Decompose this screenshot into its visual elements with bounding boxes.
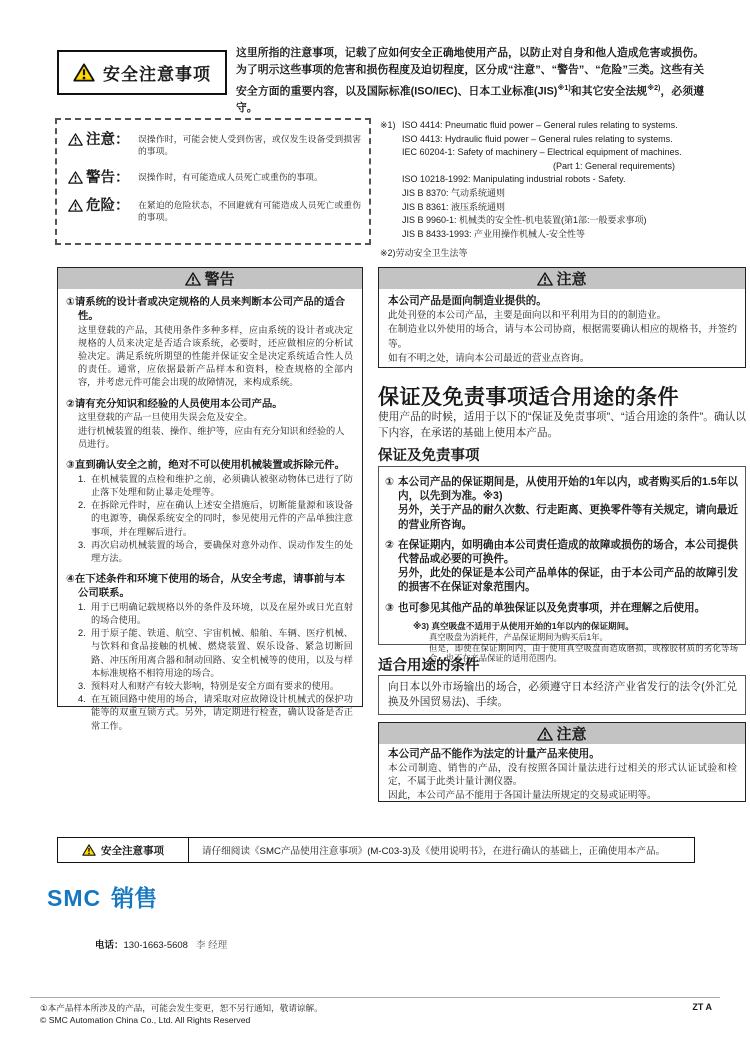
warning-substep: 2. 在拆除元件时，应在确认上述安全措施后，切断能量源和该设备的电源等，确保系统安全的同时，参见使用元件的产品单独注意事项，并在理解后进行。 [78,500,353,537]
footer-doc-code: ZT A [692,1002,712,1012]
standard-line: JIS B 8361: 液压系统通则 [402,201,506,212]
caution-panel-manufacturing [378,267,746,368]
definition-danger-text: 在紧迫的危险状态，不回避就有可能造成人员死亡或重伤的事项。 [138,199,361,223]
definition-warning-text: 误操作时，有可能造成人员死亡或重伤的事项。 [138,171,323,182]
warning-triangle-icon [68,199,83,212]
guarantee-subheading: 保证及免责事项 [378,448,480,464]
definition-caution-text: 误操作时，可能会使人受到伤害，或仅发生设备受到损害的事项。 [138,134,361,157]
standard-line: ISO 4414: Pneumatic fluid power – General rules relating to systems. [402,120,678,130]
caution-panel-header [379,723,745,744]
definition-caution-label: 注意： [68,133,138,158]
standards-list [380,119,746,261]
guarantee-box [378,466,746,664]
conditions-subheading: 适合用途的条件 [378,658,480,674]
guarantee-footnote: ※3) 真空吸盘不适用于从使用开始的1年以内的保证期间。 真空吸盘为消耗件，产品保证期间为购买后1年。 但是，即使在保证期间内，由于使用真空吸盘而造成磨损，或橡胶材质的劣化等场合，也不在产品保证的适用范围内。 [413,620,738,664]
warning-item-3: ③直到确认安全之前，绝对不可以使用机械装置或拆除元件。 1. 在机械装置的点检和维护之前，必须确认被驱动物体已进行了防止落下处理和防止暴走处理等。 2. 在拆除元件时，应在确认上述安全措施后，切断能量源和该设备的电源等，确保系统安全的同时，参见使用元件的产品单独注意事项，并在理解后进行。 3. 再次启动机械装置的场合，要确保对意外动作、误动作发生的处理方法。 [66,459,353,565]
severity-definitions-box [55,118,371,245]
conditions-box: 向日本以外市场输出的场合，必须遵守日本经济产业省发行的法令(外汇兑换及外国贸易法)、手续。 [378,675,746,715]
footer-divider [30,997,720,998]
intro-paragraph [236,45,704,118]
warning-item-1: ①请系统的设计者或决定规格的人员来判断本公司产品的适合性。 这里登载的产品，其使用条件多种多样，应由系统的设计者或决定规格的人员来决定是否适合该系统，必要时，还应做相应的分析试验决定。满足系统所期望的性能并保证安全是决定系统适合性人员的责任。通常，应依据最新产品样本和资料，检查规格的全部内容，并考虑元件可能会出现的故障情况，来构成系统。 [66,297,353,388]
caution-panel-body: 本公司产品不能作为法定的计量产品来使用。 本公司制造、销售的产品，没有按照各国计量法进行过相关的形式认证试验和检定，不属于此类计量计测仪器。 因此，本公司产品不能用于各国计量法所规定的交易或证明等。 [388,748,737,801]
sales-heading [47,880,157,913]
contact-info [95,937,227,951]
standards-note1 [380,119,746,241]
warning-substep: 1. 用于已明确记载规格以外的条件及环境，以及在屋外或日光直射的场合使用。 [78,601,353,626]
warning-substep: 2. 用于原子能、铁道、航空、宇宙机械、船舶、车辆、医疗机械、与饮料和食品接触的机械、燃烧装置、娱乐设备、紧急切断回路、冲压所用离合器和制动回路、安全机械等的使用，以及与样本标准规格不相符用途的场合。 [78,628,353,678]
warning-triangle-icon [68,171,83,184]
definition-warning [68,171,361,186]
badge-title: 安全注意事项 [103,65,211,84]
warning-substep: 3. 预料对人和财产有较大影响，特别是安全方面有要求的使用。 [78,681,340,692]
footer-disclaimer: ①本产品样本所涉及的产品，可能会发生变更，恕不另行通知，敬请谅解。 [40,1003,323,1013]
definition-warning-label: 警告： [68,171,138,186]
warning-triangle-icon [537,727,553,741]
standard-line: (Part 1: General requirements) [553,160,676,171]
guarantee-item-1: ① 本公司产品的保证期间是，从使用开始的1年以内，或者购买后的1.5年以内，以先到为准。※3) 另外，关于产品的耐久次数、行走距离、更换零件等有关规定，请向最近的营业所咨询。 [385,476,738,531]
definition-danger-label: 危险： [68,199,138,224]
intro-text-2: 和其它安全法规 [570,85,648,98]
warning-panel-header [58,268,362,289]
standards-note2: ※2)劳动安全卫生法等 [380,248,468,259]
warning-substep: 3. 再次启动机械装置的场合，要确保对意外动作、误动作发生的处理方法。 [78,539,353,564]
warning-panel-title: 警告 [204,271,235,288]
safety-precautions-badge [57,50,227,95]
sales-label: 销售 [111,885,158,911]
guarantee-intro: 使用产品的时候，适用于以下的“保证及免责事项”、“适合用途的条件”。确认以下内容，在承诺的基础上使用本产品。 [378,411,746,439]
warning-panel-body [58,289,362,733]
footnote-ref-1: ※1) [557,84,571,92]
guarantee-section-heading: 保证及免责事项适合用途的条件 [378,386,679,409]
guarantee-item-2: ② 在保证期内，如明确由本公司责任造成的故障或损伤的场合，本公司提供代替品或必要的可换件。 另外，此处的保证是本公司产品单体的保证，由于本公司产品的故障引发的损害不在保证对象范围内。 [385,538,738,594]
warning-triangle-icon [73,63,95,82]
caution-panel-metrology [378,722,746,802]
bottom-safety-bar [57,837,695,863]
warning-item-2: ②请有充分知识和经验的人员使用本公司产品。 这里登载的产品一旦使用失误会危及安全。 进行机械装置的组装、操作、维护等，应由有充分知识和经验的人员进行。 [66,398,345,449]
standard-line: JIS B 8370: 气动系统通则 [402,187,506,198]
intro-text-3: ，必须遵守。 [236,85,705,115]
caution-panel-title: 注意 [556,271,587,288]
standard-line: IEC 60204-1: Safety of machinery – Electrical equipment of machines. [402,147,682,158]
standard-line: ISO 4413: Hydraulic fluid power – General rules relating to systems. [402,133,673,144]
phone-label: 电话： [95,940,124,951]
warning-substep: 4. 在互锁回路中使用的场合，请采取对应故障设计机械式的保护功能等的双重互锁方式。另外，请定期进行检查，确认设备是否正常工作。 [78,694,353,731]
caution-panel-title: 注意 [556,726,587,743]
warning-substep: 1. 在机械装置的点检和维护之前，必须确认被驱动物体已进行了防止落下处理和防止暴走处理等。 [78,473,353,498]
warning-triangle-icon [68,133,83,146]
caution-panel-body: 本公司产品是面向制造业提供的。 此处刊登的本公司产品，主要是面向以和平利用为目的的制造业。 在制造业以外使用的场合，请与本公司协商，根据需要确认相应的规格书，并签约等。 如有不明之处，请向本公司最近的营业点咨询。 [388,295,737,364]
bottom-safety-label: 安全注意事项 [58,838,189,862]
standard-line: ISO 10218-1992: Manipulating industrial robots - Safety. [402,174,626,185]
definition-caution [68,133,361,158]
warning-triangle-icon [537,272,553,286]
definition-danger [68,199,361,224]
phone-number: 130-1663-5608 [123,940,188,951]
standard-line: JIS B 8433-1993: 产业用操作机械人-安全性等 [402,228,586,239]
standards-lines [402,119,746,241]
warning-panel [57,267,363,731]
smc-logo: SMC [47,885,102,911]
warning-item-4: ④在下述条件和环境下使用的场合，从安全考虑，请事前与本公司联系。 1. 用于已明确记载规格以外的条件及环境，以及在屋外或日光直射的场合使用。 2. 用于原子能、铁道、航空、宇宙机械、船舶、车辆、医疗机械、与饮料和食品接触的机械、燃烧装置、娱乐设备、紧急切断回路、冲压所用离合器和制动回路、安全机械等的使用，以及与样本标准规格不相符用途的场合。 3. 预料对人和财产有较大影响，特别是安全方面有要求的使用。 4. 在互锁回路中使用的场合，请采取对应故障设计机械式的保护功能等的双重互锁方式。另外，请定期进行检查，确认设备是否正常工作。 [66,573,353,733]
standard-line: JIS B 9960-1: 机械类的安全性-机电装置(第1部:一般要求事项) [402,215,647,226]
footnote-ref-2: ※2) [647,84,661,92]
contact-person: 李 经理 [195,940,228,951]
warning-triangle-icon [185,272,201,286]
guarantee-item-3: ③ 也可参见其他产品的单独保证以及免责事项，并在理解之后使用。 [385,601,706,614]
caution-panel-header [379,268,745,289]
intro-text-1: 这里所指的注意事项，记载了应如何安全正确地使用产品，以防止对自身和他人造成危害或损伤。为了明示这些事项的危害和损伤程度及迫切程度，区分成“注意”、“警告”、“危险”三类。这些有关安全方面的重要内容，以及国际标准(ISO/IEC)、日本工业标准(JIS) [236,47,704,98]
note1-label: ※1) [380,120,396,130]
bottom-safety-text: 请仔细阅读《SMC产品使用注意事项》(M-C03-3)及《使用说明书》，在进行确认的基础上，正确使用本产品。 [202,846,666,857]
footer-copyright: © SMC Automation China Co., Ltd. All Rights Reserved [40,1015,251,1025]
warning-triangle-icon [82,844,96,856]
